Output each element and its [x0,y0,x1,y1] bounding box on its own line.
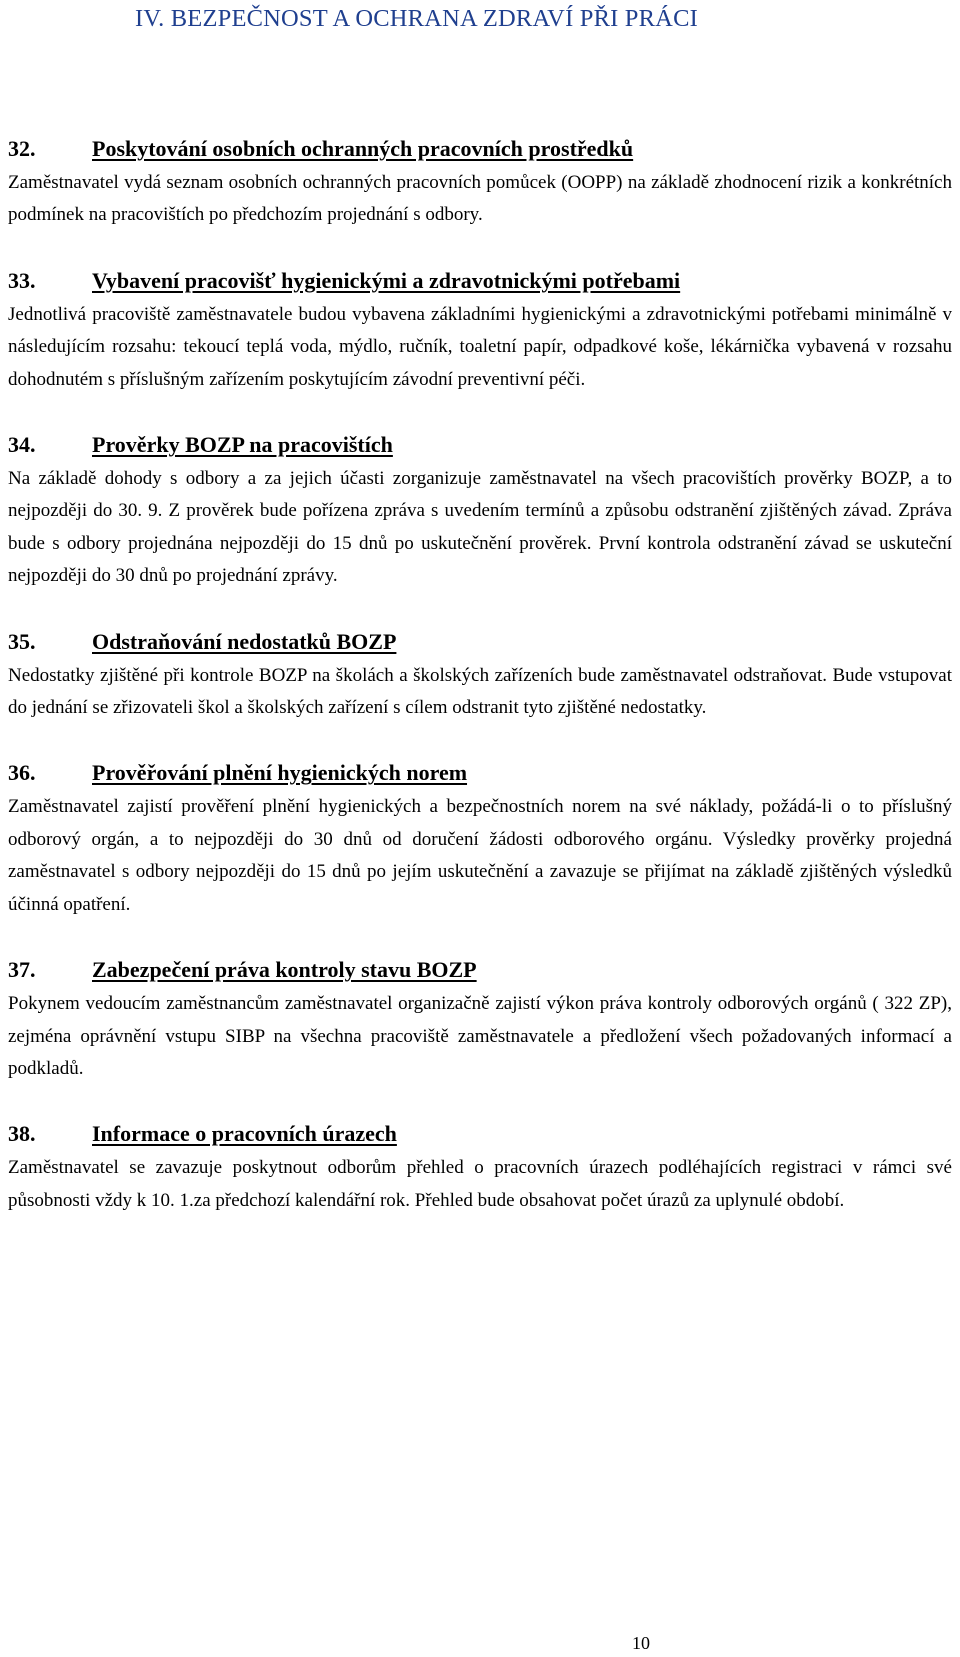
section-paragraph: Zaměstnavatel se zavazuje poskytnout odborům přehled o pracovních úrazech podléhajících registraci v rámci své působnosti vždy k 10. 1.za předchozí kalendářní rok. Přehled bude obsahovat počet úrazů za uplynulé období. [8,1157,952,1211]
section-title: Prověřování plnění hygienických norem [92,760,468,786]
section-38 [8,1116,952,1217]
section-paragraph: Pokynem vedoucím zaměstnancům zaměstnavatel organizačně zajistí výkon práva kontroly odborových orgánů ( 322 ZP), zejména oprávnění vstupu SIBP na všechna pracoviště zaměstnavatele a předložení všech požadovaných informací a podkladů. [8,993,952,1079]
section-title: Odstraňování nedostatků BOZP [92,628,397,654]
section-heading [8,1116,952,1152]
section-33 [8,263,952,396]
section-number: 34. [8,432,36,458]
section-35 [8,624,952,725]
section-number: 33. [8,267,36,293]
section-heading [8,755,952,791]
chapter-heading: IV. BEZPEČNOST A OCHRANA ZDRAVÍ PŘI PRÁCI [135,5,698,32]
section-title: Prověrky BOZP na pracovištích [92,432,393,458]
section-title: Poskytování osobních ochranných pracovních prostředků [92,136,634,161]
section-heading [8,131,952,167]
section-number: 32. [8,136,36,161]
page-number: 10 [632,1633,650,1653]
section-heading [8,952,952,988]
section-heading [8,427,952,463]
section-title: Vybavení pracovišť hygienickými a zdravotnickými potřebami [92,267,681,293]
section-32 [8,131,952,232]
section-34 [8,427,952,593]
section-number: 36. [8,760,36,786]
section-number: 38. [8,1121,36,1147]
section-title: Zabezpečení práva kontroly stavu BOZP [92,957,477,983]
section-number: 35. [8,628,36,654]
section-paragraph: Zaměstnavatel zajistí prověření plnění hygienických a bezpečnostních norem na své náklady, požádá-li o to příslušný odborový orgán, a to nejpozději do 30 dnů od doručení žádosti odborového orgánu. Výsledky prověrky projedná zaměstnavatel s odbory nejpozději do 15 dnů po jejím uskutečnění a zavazuje se přijímat na základě zjištěných výsledků účinná opatření. [8,796,952,915]
section-number: 37. [8,957,36,983]
section-paragraph: Nedostatky zjištěné při kontrole BOZP na školách a školských zařízeních bude zaměstnavatel odstraňovat. Bude vstupovat do jednání se zřizovateli škol a školských zařízení s cílem odstranit tyto zjištěné nedostatky. [8,664,952,719]
section-paragraph: Na základě dohody s odbory a za jejich účasti zorganizuje zaměstnavatel na všech pracovištích prověrky BOZP, a to nejpozději do 30. 9. Z prověrek bude pořízena zpráva s uvedením termínů a způsobu odstranění zjištěných závad. Zpráva bude s odbory projednána nejpozději do 15 dnů po uskutečnění prověrek. První kontrola odstranění závad se uskuteční nejpozději do 30 dnů po projednání zprávy. [8,468,952,587]
section-36 [8,755,952,921]
section-heading [8,624,952,660]
section-paragraph: Jednotlivá pracoviště zaměstnavatele budou vybavena základními hygienickými a zdravotnickými potřebami minimálně v následujícím rozsahu: tekoucí teplá voda, mýdlo, ručník, toaletní papír, odpadkové koše, lékárnička vybavená v rozsahu dohodnutém s příslušným zařízením poskytujícím závodní preventivní péči. [8,303,952,390]
section-paragraph: Zaměstnavatel vydá seznam osobních ochranných pracovních pomůcek (OOPP) na základě zhodnocení rizik a konkrétních podmínek na pracovištích po předchozím projednání s odbory. [8,172,952,226]
section-heading [8,263,952,299]
document-body [8,131,952,1248]
section-title: Informace o pracovních úrazech [92,1121,397,1147]
section-37 [8,952,952,1085]
